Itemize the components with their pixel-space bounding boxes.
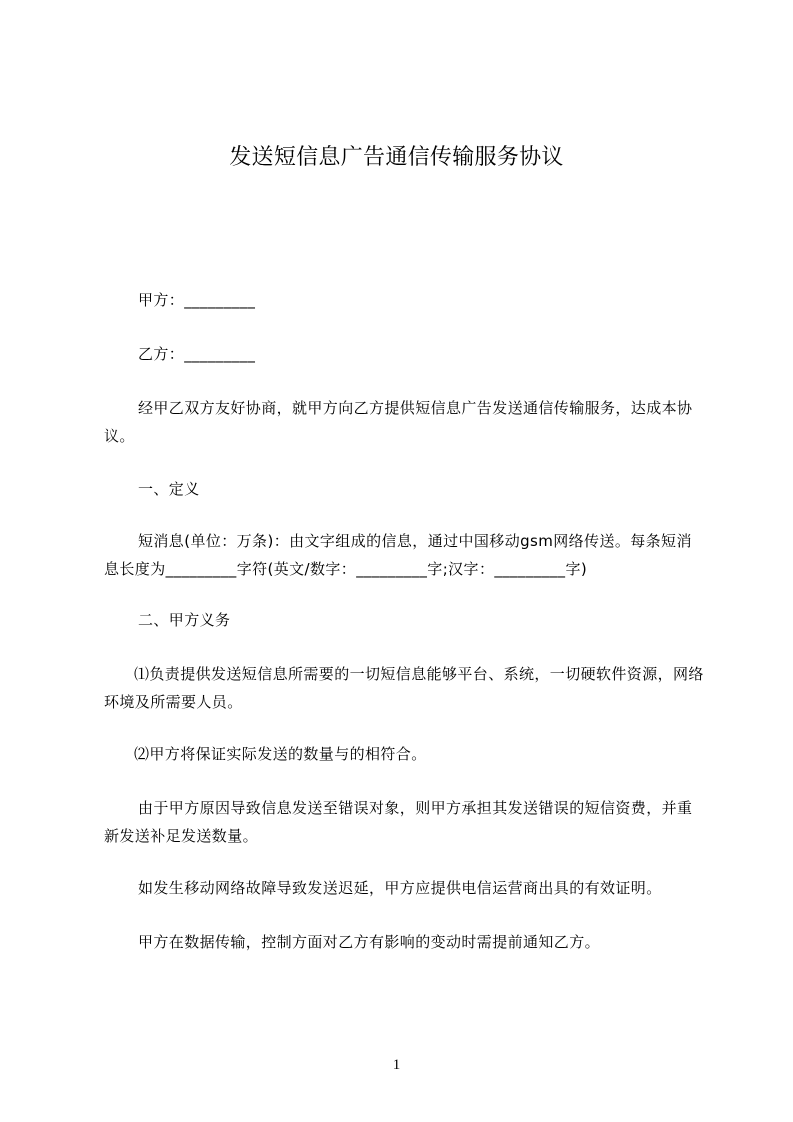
document-title: 发送短信息广告通信传输服务协议 — [229, 145, 564, 170]
party-b-line: 乙方：_________ — [138, 345, 256, 363]
party-a-line: 甲方：_________ — [138, 291, 256, 309]
advance-notice-paragraph: 甲方在数据传输，控制方面对乙方有影响的变动时需提前通知乙方。 — [138, 933, 601, 951]
obligation-item-1: ⑴负责提供发送短信息所需要的一切短信息能够平台、系统，一切硬软件资源，网络环境及所需要人员。 — [104, 665, 704, 711]
definition-paragraph: 短消息(单位：万条)：由文字组成的信息，通过中国移动gsm网络传送。每条短消息长度为_________字符(英文/数字：_________字;汉字：_________字) — [104, 532, 692, 578]
network-fault-paragraph: 如发生移动网络故障导致发送迟延，甲方应提供电信运营商出具的有效证明。 — [138, 879, 662, 897]
section-heading-definition: 一、定义 — [138, 480, 200, 498]
page-number: 1 — [392, 1057, 401, 1073]
error-compensation-paragraph: 由于甲方原因导致信息发送至错误对象，则甲方承担其发送错误的短信资费，并重新发送补足发送数量。 — [104, 799, 693, 845]
obligation-item-2: ⑵甲方将保证实际发送的数量与的相符合。 — [134, 745, 427, 763]
section-heading-party-a-obligations: 二、甲方义务 — [138, 611, 231, 629]
intro-paragraph: 经甲乙双方友好协商，就甲方向乙方提供短信息广告发送通信传输服务，达成本协议。 — [104, 399, 693, 445]
